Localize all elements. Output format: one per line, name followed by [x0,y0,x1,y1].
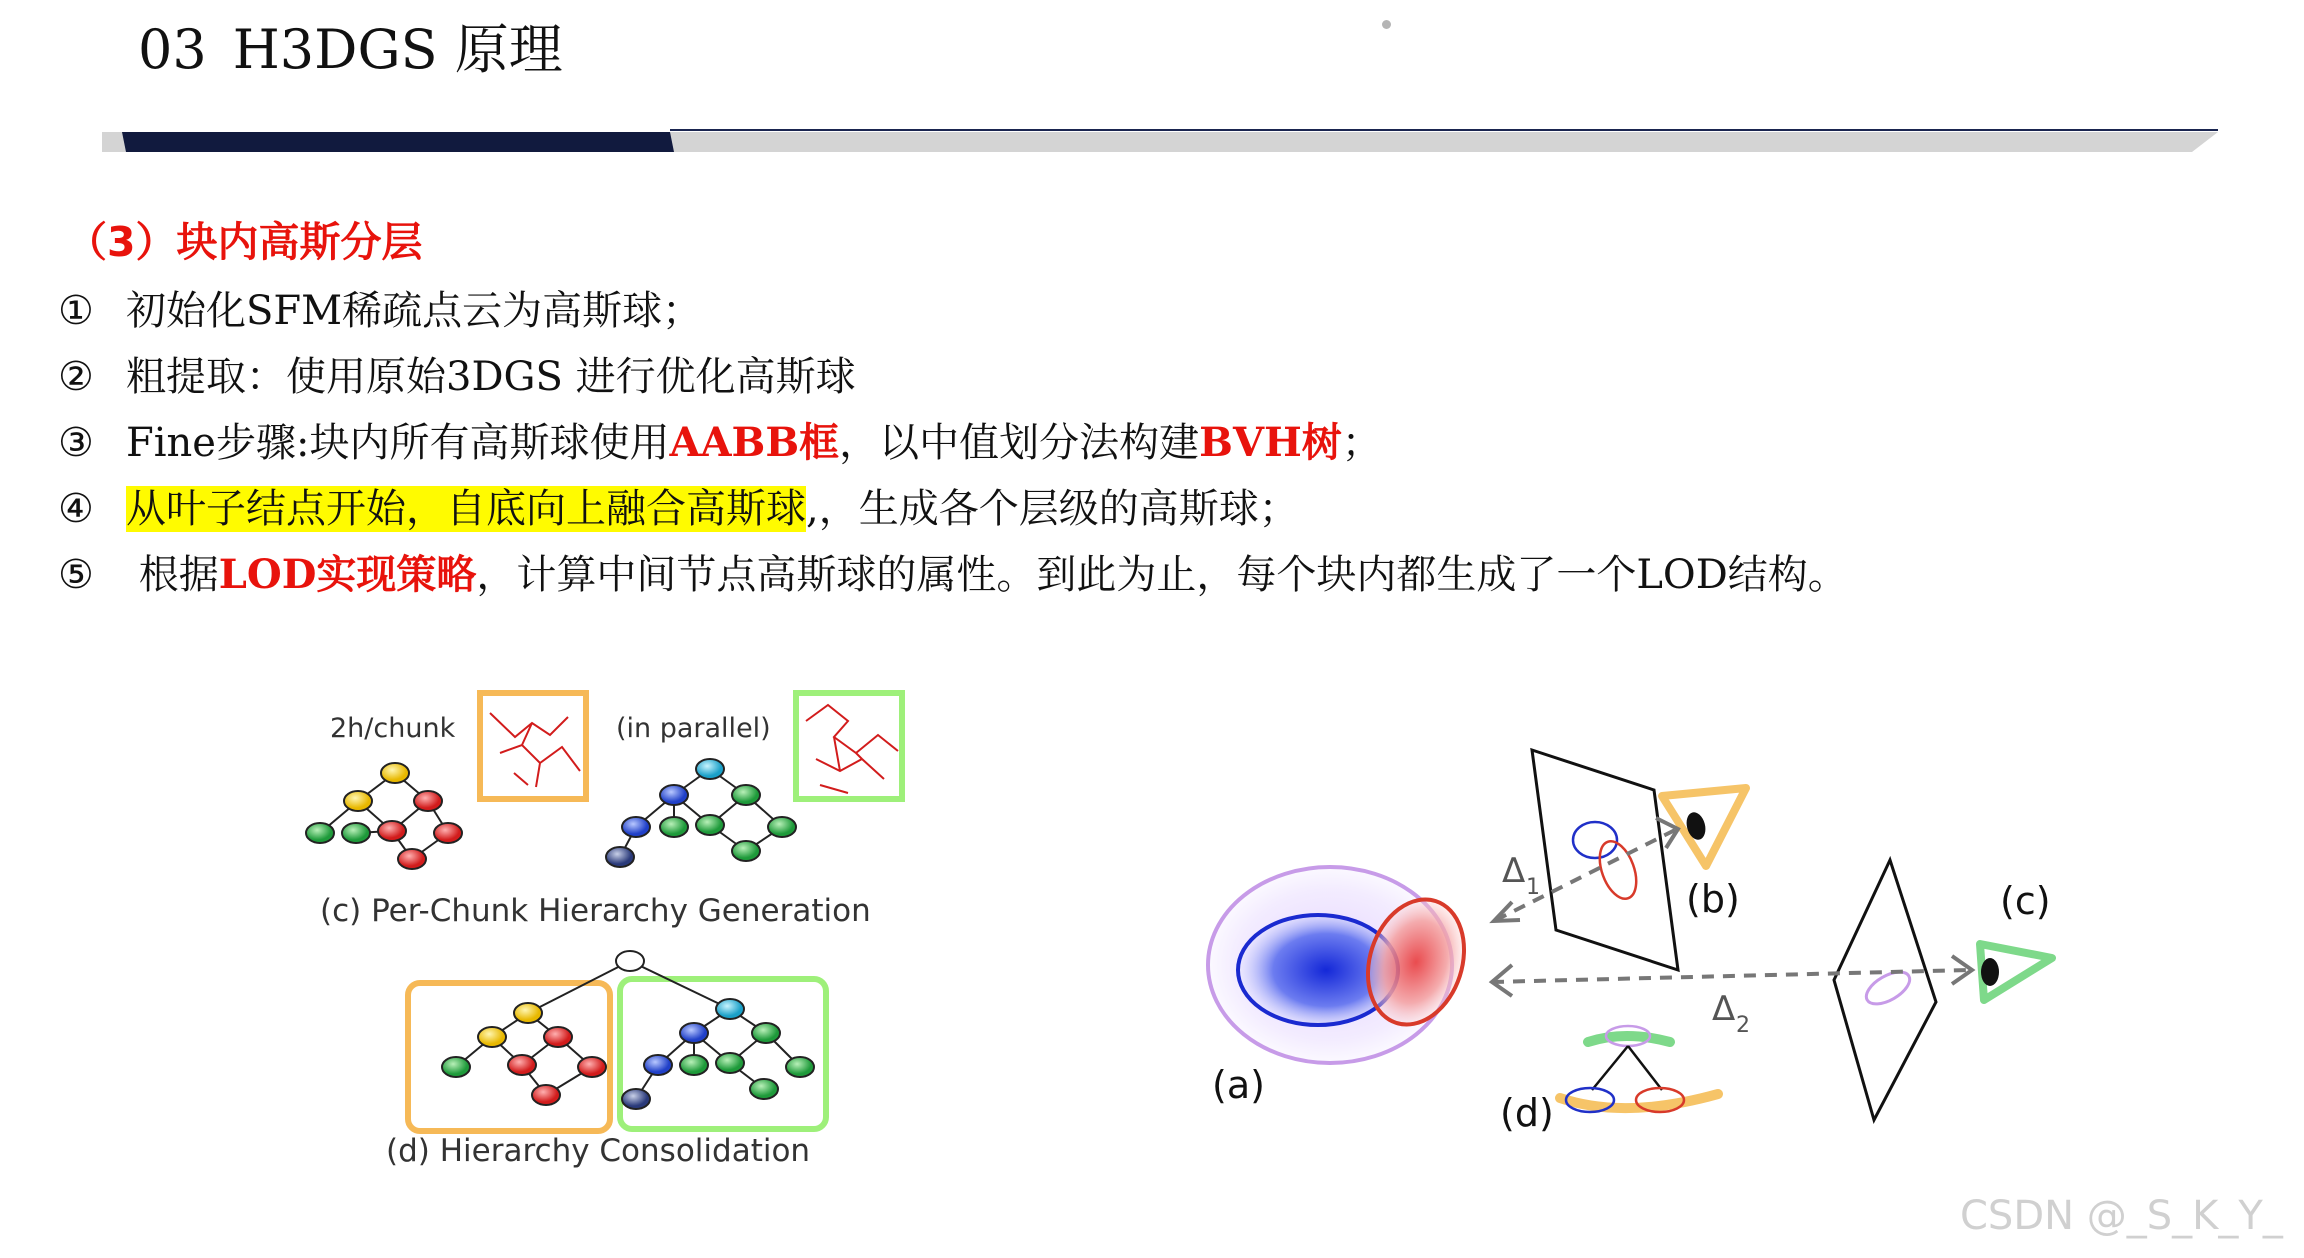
small-hierarchy-diagram [1560,1026,1718,1112]
step-5 [58,544,1848,606]
watermark: CSDN @_S_K_Y_ [1960,1193,2283,1239]
step-3-text-c: ； [1341,420,1382,466]
caption-per-chunk: (c) Per-Chunk Hierarchy Generation [320,893,871,929]
step-3 [58,412,1382,474]
title-divider-bar [102,128,2218,154]
delta-2-subscript: 2 [1736,1013,1750,1038]
section-heading: （3）块内高斯分层 [66,218,423,266]
slide-number: 03 [138,18,207,81]
step-2-marker: ② [58,354,94,400]
caption-consolidation: (d) Hierarchy Consolidation [386,1133,811,1169]
step-5-lod-term: LOD实现策略 [218,551,477,598]
step-4-text: ,，生成各个层级的高斯球； [806,486,1299,532]
step-4-highlighted-text: 从叶子结点开始，自底向上融合高斯球 [126,486,806,532]
step-2 [58,346,856,408]
step-5-marker: ⑤ [58,552,94,598]
parallel-label: (in parallel) [616,713,771,744]
slide-title [138,12,563,88]
consolidated-hierarchy [408,951,826,1131]
delta-2-symbol: Δ [1712,989,1736,1029]
step-1-marker: ① [58,288,94,334]
delta-1-subscript: 1 [1526,875,1540,900]
image-plane-far [1834,860,1936,1120]
step-3-text-a: Fine步骤:块内所有高斯球使用 [126,420,670,466]
chunk-tree-2 [606,759,796,867]
step-2-text: 粗提取：使用原始3DGS 进行优化高斯球 [126,354,856,400]
step-3-marker: ③ [58,420,94,466]
hierarchy-figure [300,675,940,1185]
label-c: (c) [2000,879,2051,923]
step-5-text-a: 根据 [126,552,219,598]
step-3-aabb-term: AABB框 [669,419,840,466]
lod-selection-figure [1200,680,2080,1180]
slide-title-text: H3DGS 原理 [232,18,563,81]
delta-1-symbol: Δ [1502,851,1526,891]
label-d: (d) [1500,1091,1554,1135]
step-1 [58,280,702,342]
time-per-chunk-label: 2h/chunk [330,713,456,744]
chunk-green-box [796,693,902,799]
chunk-tree-1 [306,763,462,869]
decorative-dot [1382,20,1391,29]
step-3-text-b: ，以中值划分法构建 [839,420,1200,466]
step-1-text: 初始化SFM稀疏点云为高斯球； [126,288,703,334]
camera-far-icon [1980,944,2052,1000]
merged-gaussian-node [1208,867,1480,1063]
step-4 [58,478,1299,540]
chunk-orange-box [480,693,586,799]
step-5-text-b: ，计算中间节点高斯球的属性。到此为止，每个块内都生成了一个LOD结构。 [476,552,1848,598]
step-4-marker: ④ [58,486,94,532]
label-b: (b) [1686,877,1740,921]
step-3-bvh-term: BVH树 [1199,419,1342,466]
image-plane-near [1532,750,1678,970]
label-a: (a) [1212,1063,1265,1107]
